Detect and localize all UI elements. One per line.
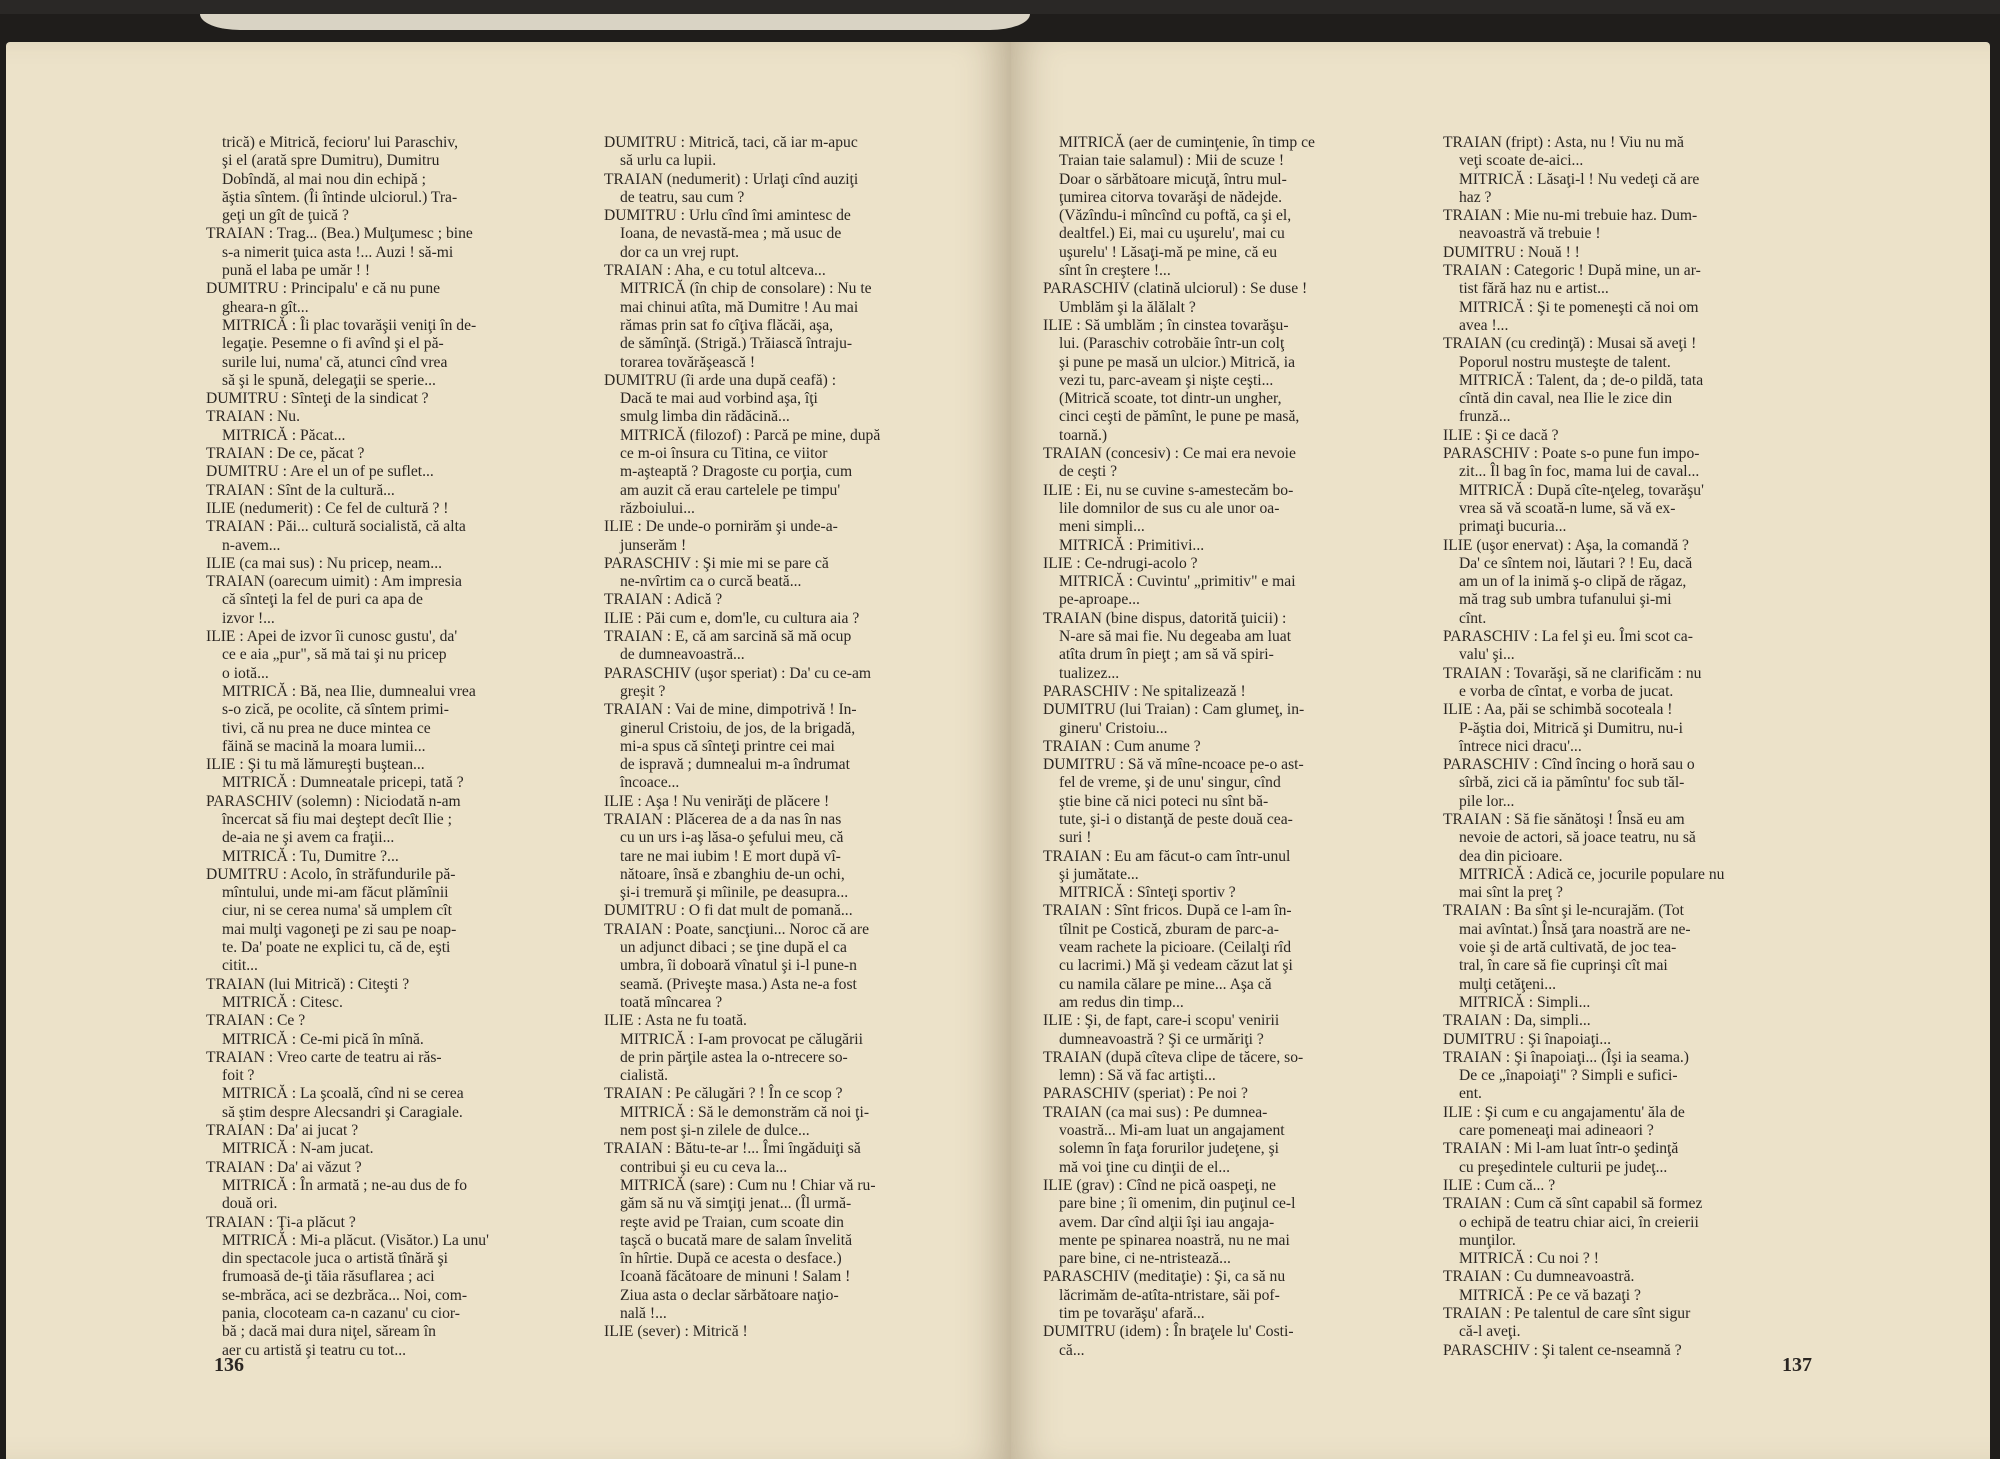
text-line: TRAIAN (cu credinţă) : Musai să aveţi ! xyxy=(1443,335,1697,353)
text-line: ILIE (grav) : Cînd ne pică oaspeţi, ne xyxy=(1043,1176,1276,1194)
text-line: MITRICĂ : Păcat... xyxy=(222,426,346,444)
text-line: mă trag sub umbra tufanului şi-mi xyxy=(1459,591,1672,609)
text-line: TRAIAN (nedumerit) : Urlaţi cînd auziţi xyxy=(604,170,859,188)
text-line: DUMITRU : Nouă ! ! xyxy=(1443,243,1580,261)
right-page xyxy=(1011,42,1990,1459)
text-line: PARASCHIV : Poate s-o pune fun impo- xyxy=(1443,445,1700,463)
text-line: (Mitrică scoate, tot dintr-un ungher, xyxy=(1059,390,1282,408)
text-line: TRAIAN (fript) : Asta, nu ! Viu nu mă xyxy=(1443,134,1684,151)
text-line: că sînteţi la fel de puri ca apa de xyxy=(222,591,423,609)
text-line: şi el (arată spre Dumitru), Dumitru xyxy=(222,152,440,170)
text-line: solemn în faţa forurilor judeţene, şi xyxy=(1059,1140,1279,1158)
left-page-column-1 xyxy=(206,134,578,1360)
text-line: încoace... xyxy=(620,774,680,792)
text-line: ILIE : Şi ce dacă ? xyxy=(1443,426,1559,444)
text-line: torarea tovărăşească ! xyxy=(620,353,756,371)
text-line: DUMITRU : Şi înapoiaţi... xyxy=(1443,1030,1612,1048)
text-line: războiului... xyxy=(620,499,695,517)
text-line: de prin părţile astea la o-ntrecere so- xyxy=(620,1048,848,1066)
text-line: umbra, îi doboară vînatul şi i-l pune-n xyxy=(620,957,857,975)
text-line: s-a nimerit ţuica asta !... Auzi ! să-mi xyxy=(222,243,454,261)
text-line: mai mulţi vagoneţi pe zi sau pe noap- xyxy=(222,920,457,938)
text-line: TRAIAN : Da, simpli... xyxy=(1443,1012,1591,1030)
text-line: care pomeneaţi mai adineaori ? xyxy=(1459,1122,1654,1140)
text-line: şi pune pe masă un ulcior.) Mitrică, ia xyxy=(1059,353,1296,371)
text-line: PARASCHIV : Cînd încing o horă sau o xyxy=(1443,756,1695,774)
text-line: pare bine ; îi omenim, din puţinul ce-l xyxy=(1059,1195,1296,1213)
text-line: un adjunct dibaci ; se ţine după el ca xyxy=(620,939,847,957)
text-line: mai chinui atîta, mă Dumitre ! Au mai xyxy=(620,298,859,316)
text-line: geţi un gît de ţuică ? xyxy=(222,207,349,225)
text-line: ILIE (uşor enervat) : Aşa, la comandă ? xyxy=(1443,536,1689,554)
text-line: Ziua asta o declar sărbătoare naţio- xyxy=(620,1286,839,1304)
text-line: ciur, ni se cerea numa' să umplem cît xyxy=(222,902,452,920)
text-line: tist fără haz nu e artist... xyxy=(1459,280,1609,298)
text-line: pare bine, ci ne-ntristează... xyxy=(1059,1250,1231,1268)
text-line: să şi le spună, delegaţii se sperie... xyxy=(222,371,436,389)
text-line: ILIE : Cum că... ? xyxy=(1443,1176,1556,1194)
text-line: mai avîntat.) Însă ţara noastră are ne- xyxy=(1459,920,1691,938)
text-line: suri ! xyxy=(1059,829,1092,847)
text-line: TRAIAN : Categoric ! După mine, un ar- xyxy=(1443,262,1701,280)
text-line: MITRICĂ : Bă, nea Ilie, dumnealui vrea xyxy=(222,682,476,700)
text-line: aer cu artistă şi teatru cu tot... xyxy=(222,1341,407,1359)
text-line: MITRICĂ (sare) : Cum nu ! Chiar vă ru- xyxy=(620,1176,876,1194)
text-line: TRAIAN (oarecum uimit) : Am impresia xyxy=(206,573,462,591)
text-line: ILIE : Şi tu mă lămureşti buştean... xyxy=(206,756,425,774)
text-line: în hîrtie. După ce acesta o desface.) xyxy=(620,1250,842,1268)
text-line: ILIE : Aşa ! Nu venirăţi de plăcere ! xyxy=(604,792,830,810)
text-line: PARASCHIV : Ne spitalizează ! xyxy=(1043,682,1246,700)
text-line: cînt. xyxy=(1459,609,1487,627)
text-line: de ispravă ; dumnealui m-a îndrumat xyxy=(620,756,850,774)
text-line: TRAIAN (concesiv) : Ce mai era nevoie xyxy=(1043,445,1296,463)
text-line: mulţi cetăţeni... xyxy=(1459,975,1556,993)
text-line: lui. (Paraschiv cotrobăie într-un colţ xyxy=(1059,335,1285,353)
text-line: găm să nu vă simţiţi jenat... (Îl urmă- xyxy=(620,1195,852,1213)
text-line: TRAIAN : Adică ? xyxy=(604,591,723,609)
text-line: ent. xyxy=(1459,1085,1482,1103)
text-line: MITRICĂ : La şcoală, cînd ni se cerea xyxy=(222,1085,464,1103)
text-line: tare ne mai iubim ! E mort după vî- xyxy=(620,847,841,865)
text-line: MITRICĂ : Îi plac tovarăşii veniţi în de- xyxy=(222,316,477,334)
text-line: mi-a spus că sînteţi printre cei mai xyxy=(620,737,835,755)
text-line: TRAIAN (lui Mitrică) : Citeşti ? xyxy=(206,975,410,993)
text-line: PARASCHIV : Şi talent ce-nseamnă ? xyxy=(1443,1341,1682,1359)
text-line: PARASCHIV : La fel şi eu. Îmi scot ca- xyxy=(1443,628,1693,646)
text-line: zit... Îl bag în foc, mama lui de caval... xyxy=(1459,463,1700,481)
text-line: ILIE : Asta ne fu toată. xyxy=(604,1012,747,1030)
text-line: PARASCHIV (clatină ulciorul) : Se duse ! xyxy=(1043,280,1308,298)
text-line: lăcrimăm de-atîta-ntristare, săi pof- xyxy=(1059,1286,1280,1304)
text-line: fel de vreme, şi de unu' singur, cînd xyxy=(1059,774,1281,792)
text-line: DUMITRU : Acolo, în străfundurile pă- xyxy=(206,865,456,883)
text-line: veam rachete la picioare. (Ceilalţi rîd xyxy=(1059,939,1292,957)
text-line: cîntă din caval, nea Ilie le zice din xyxy=(1459,390,1673,408)
text-line: TRAIAN (bine dispus, datorită ţuicii) : xyxy=(1043,609,1287,627)
text-line: citit... xyxy=(222,957,258,975)
text-line: smulg limba din rădăcină... xyxy=(620,408,790,426)
text-line: DUMITRU (lui Traian) : Cam glumeţ, in- xyxy=(1043,701,1305,719)
text-line: MITRICĂ : Talent, da ; de-o pildă, tata xyxy=(1459,371,1704,389)
text-line: două ori. xyxy=(222,1195,278,1213)
text-line: de-aia ne şi avem ca fraţii... xyxy=(222,829,395,847)
text-line: TRAIAN : Păi... cultură socialistă, că alta xyxy=(206,518,466,536)
text-line: MITRICĂ : Sînteţi sportiv ? xyxy=(1059,884,1236,902)
text-line: N-are să mai fie. Nu degeaba am luat xyxy=(1059,628,1292,646)
text-line: DUMITRU : Să vă mîne-ncoace pe-o ast- xyxy=(1043,756,1304,774)
text-line: MITRICĂ : Dumneatale pricepi, tată ? xyxy=(222,774,464,792)
text-line: taşcă o bucată mare de salam învelită xyxy=(620,1231,853,1249)
text-line: trică) e Mitrică, fecioru' lui Paraschiv, xyxy=(222,134,459,151)
text-line: Umblăm şi la ălălalt ? xyxy=(1059,298,1196,316)
text-line: TRAIAN : Să fie sănătoşi ! Însă eu am xyxy=(1443,810,1685,828)
text-line: meni simpli... xyxy=(1059,518,1145,536)
text-line: DUMITRU : Principalu' e că nu pune xyxy=(206,280,441,298)
text-line: să urlu ca lupii. xyxy=(620,152,717,170)
text-line: voastră... Mi-am luat un angajament xyxy=(1059,1122,1285,1140)
text-line: primaţi bucuria... xyxy=(1459,518,1567,536)
text-line: mai sînt la preţ ? xyxy=(1459,884,1563,902)
text-line: am auzit că erau cartelele pe timpu' xyxy=(620,481,841,499)
text-line: lemn) : Să vă fac artişti... xyxy=(1059,1067,1216,1085)
text-line: MITRICĂ : Să le demonstrăm că noi ţi- xyxy=(620,1103,870,1121)
text-line: TRAIAN : Da' ai văzut ? xyxy=(206,1158,362,1176)
text-line: TRAIAN : Poate, sancţiuni... Noroc că are xyxy=(604,920,870,938)
text-line: DUMITRU (idem) : În braţele lu' Costi- xyxy=(1043,1323,1294,1341)
text-line: MITRICĂ : Simpli... xyxy=(1459,993,1591,1011)
text-line: P-ăştia doi, Mitrică şi Dumitru, nu-i xyxy=(1459,719,1683,737)
text-line: MITRICĂ : Şi te pomeneşti că noi om xyxy=(1459,298,1699,316)
text-line: tral, în care să fie cuprinşi cît mai xyxy=(1459,957,1668,975)
text-line: ştie bine că nici poteci nu sînt bă- xyxy=(1059,792,1269,810)
text-line: TRAIAN : Cu dumneavoastră. xyxy=(1443,1268,1635,1286)
page-number: 137 xyxy=(1782,1354,1812,1376)
text-line: cu namila călare pe mine... Aşa că xyxy=(1059,975,1272,993)
text-line: tualizez... xyxy=(1059,664,1120,682)
text-line: am un of la inimă ş-o clipă de răgaz, xyxy=(1459,573,1687,591)
text-line: TRAIAN : Plăcerea de a da nas în nas xyxy=(604,810,842,828)
text-line: vrea să vă scoată-n lume, să vă ex- xyxy=(1459,499,1676,517)
text-line: ILIE : Şi, de fapt, care-i scopu' venirii xyxy=(1043,1012,1280,1030)
text-line: neavoastră vă trebuie ! xyxy=(1459,225,1601,243)
text-line: Icoană făcătoare de minuni ! Salam ! xyxy=(620,1268,851,1286)
text-line: ILIE : Păi cum e, dom'le, cu cultura aia ? xyxy=(604,609,860,627)
text-line: MITRICĂ : Pe ce vă bazaţi ? xyxy=(1459,1286,1641,1304)
text-line: izvor !... xyxy=(222,609,275,627)
text-line: DUMITRU (îi arde una după ceafă) : xyxy=(604,371,837,389)
text-line: e vorba de cîntat, e vorba de jucat. xyxy=(1459,682,1674,700)
text-line: am redus din timp... xyxy=(1059,993,1184,1011)
text-line: Doar o sărbătoare micuţă, întru mul- xyxy=(1059,170,1287,188)
text-line: să ştim despre Alecsandri şi Caragiale. xyxy=(222,1103,463,1121)
text-line: făină se macină la moara lumii... xyxy=(222,737,426,755)
text-line: ILIE : Apei de izvor îi cunosc gustu', da' xyxy=(206,628,458,646)
text-line: ce e aia „pur", să mă tai şi nu pricep xyxy=(222,646,447,664)
text-line: TRAIAN : Şi înapoiaţi... (Îşi ia seama.) xyxy=(1443,1048,1689,1066)
text-line: TRAIAN : Vai de mine, dimpotrivă ! In- xyxy=(604,701,857,719)
text-line: cinci ceşti de pămînt, le pune pe masă, xyxy=(1059,408,1300,426)
text-line: foit ? xyxy=(222,1067,255,1085)
text-line: ţumirea citorva tovarăşi de nădejde. xyxy=(1059,188,1282,206)
text-line: MITRICĂ : Primitivi... xyxy=(1059,536,1205,554)
text-line: gheara-n gît... xyxy=(222,298,309,316)
text-line: n-avem... xyxy=(222,536,281,554)
text-line: TRAIAN : E, că am sarcină să mă ocup xyxy=(604,628,852,646)
text-line: TRAIAN : Tovarăşi, să ne clarificăm : nu xyxy=(1443,664,1702,682)
text-line: MITRICĂ : Ce-mi pică în mînă. xyxy=(222,1030,424,1048)
text-line: TRAIAN : Bătu-te-ar !... Îmi îngăduiţi să xyxy=(604,1140,861,1158)
text-line: TRAIAN (ca mai sus) : Pe dumnea- xyxy=(1043,1103,1268,1121)
text-line: frumoasă de-ţi tăia răsuflarea ; aci xyxy=(222,1268,435,1286)
text-line: PARASCHIV (uşor speriat) : Da' cu ce-am xyxy=(604,664,871,682)
text-line: TRAIAN : Sînt de la cultură... xyxy=(206,481,395,499)
text-line: ăştia sîntem. (Îi întinde ulciorul.) Tra- xyxy=(222,188,458,206)
text-line: TRAIAN : Pe călugări ? ! În ce scop ? xyxy=(604,1085,843,1103)
text-line: din spectacole juca o artistă tînără şi xyxy=(222,1250,449,1268)
text-line: toată mîncarea ? xyxy=(620,993,723,1011)
text-line: o echipă de teatru chiar aici, în creierii xyxy=(1459,1213,1699,1231)
text-line: ILIE (nedumerit) : Ce fel de cultură ? ! xyxy=(206,499,449,517)
text-line: TRAIAN : Mi l-am luat într-o şedinţă xyxy=(1443,1140,1679,1158)
text-line: DUMITRU : Are el un of pe suflet... xyxy=(206,463,434,481)
text-line: frunză... xyxy=(1459,408,1511,426)
text-line: nală !... xyxy=(620,1305,667,1322)
text-line: TRAIAN : Trag... (Bea.) Mulţumesc ; bine xyxy=(206,225,473,243)
text-line: dealtfel.) Ei, mai cu uşurelu', mai cu xyxy=(1059,225,1285,243)
text-line: cu preşedintele culturii pe judeţ... xyxy=(1459,1158,1668,1176)
text-line: o iotă... xyxy=(222,664,269,682)
text-line: TRAIAN : Ce ? xyxy=(206,1012,306,1030)
text-line: PARASCHIV (speriat) : Pe noi ? xyxy=(1043,1085,1248,1103)
text-line: gineru' Cristoiu... xyxy=(1059,719,1168,737)
text-line: uşurelu' ! Lăsaţi-mă pe mine, că eu xyxy=(1059,243,1278,261)
text-line: seamă. (Priveşte masa.) Asta ne-a fost xyxy=(620,975,857,993)
text-line: MITRICĂ : Mi-a plăcut. (Visător.) La unu' xyxy=(222,1231,489,1249)
text-line: MITRICĂ : După cîte-nţeleg, tovarăşu' xyxy=(1459,481,1704,499)
text-line: Poporul nostru musteşte de talent. xyxy=(1459,353,1671,371)
text-line: tim pe tovarăşu' afară... xyxy=(1059,1305,1205,1322)
text-line: DUMITRU : Sînteţi de la sindicat ? xyxy=(206,390,429,408)
text-line: avem. Dar cînd alţii îşi iau angaja- xyxy=(1059,1213,1275,1231)
text-line: pile lor... xyxy=(1459,792,1515,810)
text-line: sîrbă, zici că ia pămîntu' foc sub tăl- xyxy=(1459,774,1685,792)
text-line: ILIE : Ce-ndrugi-acolo ? xyxy=(1043,554,1198,572)
text-line: pe-aproape... xyxy=(1059,591,1140,609)
text-line: Dacă te mai aud vorbind aşa, îţi xyxy=(620,390,818,408)
text-line: de ceşti ? xyxy=(1059,463,1118,481)
text-line: MITRICĂ : Citesc. xyxy=(222,993,343,1011)
text-line: nem post şi-n zilele de dulce... xyxy=(620,1122,810,1140)
text-line: ILIE : Să umblăm ; în cinstea tovarăşu- xyxy=(1043,316,1289,334)
text-line: MITRICĂ : Tu, Dumitre ?... xyxy=(222,847,399,865)
text-line: lile domnilor de sus cu ale unor oa- xyxy=(1059,499,1280,517)
text-line: rămas prin sat fo cîţiva flăcăi, aşa, xyxy=(620,316,834,334)
text-line: MITRICĂ (aer de cuminţenie, în timp ce xyxy=(1059,134,1315,151)
text-line: de dumneavoastră... xyxy=(620,646,745,664)
text-line: cu lacrimi.) Mă şi vedeam căzut lat şi xyxy=(1059,957,1293,975)
left-page-column-2 xyxy=(604,134,984,1342)
text-line: valu' şi... xyxy=(1459,646,1515,664)
text-line: TRAIAN : Mie nu-mi trebuie haz. Dum- xyxy=(1443,207,1698,225)
text-line: pania, clocoteam ca-n cazanu' cu cior- xyxy=(222,1305,460,1322)
text-line: haz ? xyxy=(1459,188,1492,206)
text-line: ILIE : Aa, păi se schimbă socoteala ! xyxy=(1443,701,1673,719)
text-line: legaţie. Pesemne o fi avînd şi el pă- xyxy=(222,335,444,353)
text-line: toarnă.) xyxy=(1059,426,1108,444)
text-line: greşit ? xyxy=(620,682,666,700)
text-line: TRAIAN : Vreo carte de teatru ai răs- xyxy=(206,1048,442,1066)
text-line: TRAIAN (după cîteva clipe de tăcere, so- xyxy=(1043,1048,1304,1066)
text-line: MITRICĂ : Cuvintu' „primitiv" e mai xyxy=(1059,573,1296,591)
text-line: de sămînţă. (Strigă.) Trăiască întraju- xyxy=(620,335,853,353)
text-line: DUMITRU : Urlu cînd îmi amintesc de xyxy=(604,207,851,225)
text-line: te. Da' poate ne explici tu, că de, eşti xyxy=(222,939,451,957)
text-line: reşte avid pe Traian, cum scoate din xyxy=(620,1213,844,1231)
text-line: junserăm ! xyxy=(620,536,687,554)
text-line: de teatru, sau cum ? xyxy=(620,188,745,206)
page-edge xyxy=(200,14,1030,30)
text-line: întrece nici dracu'... xyxy=(1459,737,1582,755)
text-line: ILIE (ca mai sus) : Nu pricep, neam... xyxy=(206,554,442,572)
text-line: MITRICĂ : Cu noi ? ! xyxy=(1459,1250,1599,1268)
text-line: atîta drum în pieţt ; am să vă spiri- xyxy=(1059,646,1274,664)
text-line: s-o zică, pe ocolite, că sîntem primi- xyxy=(222,701,449,719)
text-line: încercat să fiu mai deştept decît Ilie ; xyxy=(222,810,452,828)
left-page xyxy=(6,42,1011,1459)
text-line: MITRICĂ (în chip de consolare) : Nu te xyxy=(620,280,872,298)
text-line: şi-i tremură şi mîinile, pe deasupra... xyxy=(620,884,849,902)
right-page-column-1 xyxy=(1043,134,1419,1360)
text-line: TRAIAN : Eu am făcut-o cam într-unul xyxy=(1043,847,1291,865)
text-line: MITRICĂ : Lăsaţi-l ! Nu vedeţi că are xyxy=(1459,170,1700,188)
text-line: ne-nvîrtim ca o curcă beată... xyxy=(620,573,802,591)
text-line: MITRICĂ : În armată ; ne-au dus de fo xyxy=(222,1176,468,1194)
book-spread xyxy=(0,14,2000,1459)
text-line: se-mbrăca, aci se dezbrăca... Noi, com- xyxy=(222,1286,468,1304)
text-line: veţi scoate de-aici... xyxy=(1459,152,1584,170)
text-line: mente pe spinarea noastră, nu ne mai xyxy=(1059,1231,1290,1249)
text-line: ILIE : Şi cum e cu angajamentu' ăla de xyxy=(1443,1103,1685,1121)
text-line: vezi tu, parc-aveam şi nişte ceşti... xyxy=(1059,371,1274,389)
text-line: nătoare, însă e zbanghiu de-un ochi, xyxy=(620,865,845,883)
text-line: De ce „înapoiaţi" ? Simpli e sufici- xyxy=(1459,1067,1678,1085)
text-line: TRAIAN : Sînt fricos. După ce l-am în- xyxy=(1043,902,1292,920)
text-line: sînt în creştere !... xyxy=(1059,262,1171,280)
text-line: MITRICĂ : Adică ce, jocurile populare nu xyxy=(1459,865,1725,883)
text-line: MITRICĂ : I-am provocat pe călugării xyxy=(620,1030,863,1048)
text-line: ILIE (sever) : Mitrică ! xyxy=(604,1323,748,1341)
text-line: şi jumătate... xyxy=(1059,865,1139,883)
text-line: ILIE : De unde-o pornirăm şi unde-a- xyxy=(604,518,838,536)
text-line: munţilor. xyxy=(1459,1231,1516,1249)
text-line: MITRICĂ : N-am jucat. xyxy=(222,1140,374,1158)
text-line: PARASCHIV : Şi mie mi se pare că xyxy=(604,554,829,572)
text-line: tivi, că nu prea ne duce mintea ce xyxy=(222,719,431,737)
text-line: tute, şi-i o distanţă de peste două cea- xyxy=(1059,810,1293,828)
text-line: dor ca un vrej rupt. xyxy=(620,243,740,261)
right-page-column-2 xyxy=(1443,134,1818,1360)
text-line: voie şi de artă cultivată, de joc tea- xyxy=(1459,939,1677,957)
text-line: că-l aveţi. xyxy=(1459,1323,1521,1341)
page-number: 136 xyxy=(214,1354,244,1376)
text-line: dea din picioare. xyxy=(1459,847,1563,865)
text-line: mîntului, unde mi-am făcut plămînii xyxy=(222,884,449,902)
text-line: TRAIAN : Da' ai jucat ? xyxy=(206,1122,359,1140)
text-line: MITRICĂ (filozof) : Parcă pe mine, după xyxy=(620,426,881,444)
text-line: ginerul Cristoiu, de jos, de la brigadă, xyxy=(620,719,856,737)
text-line: contribui şi eu cu ceva la... xyxy=(620,1158,788,1176)
text-line: TRAIAN : Ba sînt şi le-ncurajăm. (Tot xyxy=(1443,902,1684,920)
text-line: cu un urs i-aş lăsa-o şefului meu, că xyxy=(620,829,844,847)
text-line: nevoie de actori, să joace teatru, nu să xyxy=(1459,829,1696,847)
text-line: TRAIAN : Pe talentul de care sînt sigur xyxy=(1443,1305,1691,1322)
text-line: ce m-oi însura cu Titina, ce viitor xyxy=(620,445,828,463)
text-line: (Văzîndu-i mîncînd cu poftă, ca şi el, xyxy=(1059,207,1292,225)
text-line: avea !... xyxy=(1459,316,1509,334)
text-line: dumneavoastră ? Şi ce urmăriţi ? xyxy=(1059,1030,1264,1048)
text-line: TRAIAN : Cum anume ? xyxy=(1043,737,1201,755)
text-line: TRAIAN : Aha, e cu totul altceva... xyxy=(604,262,826,280)
text-line: pună el laba pe umăr ! ! xyxy=(222,262,371,280)
text-line: TRAIAN : Nu. xyxy=(206,408,300,426)
text-line: Traian taie salamul) : Mii de scuze ! xyxy=(1059,152,1285,170)
text-line: mă voi ţine cu dinţii de el... xyxy=(1059,1158,1231,1176)
text-line: Da' ce sîntem noi, lăutari ? ! Eu, dacă xyxy=(1459,554,1693,572)
text-line: că... xyxy=(1059,1341,1085,1359)
text-line: TRAIAN : Ţi-a plăcut ? xyxy=(206,1213,356,1231)
text-line: DUMITRU : O fi dat mult de pomană... xyxy=(604,902,853,920)
text-line: cialistă. xyxy=(620,1067,669,1085)
text-line: Dobîndă, al mai nou din echipă ; xyxy=(222,170,426,188)
text-line: m-aşteaptă ? Dragoste cu porţia, cum xyxy=(620,463,853,481)
text-line: ILIE : Ei, nu se cuvine s-amestecăm bo- xyxy=(1043,481,1294,499)
text-line: tîlnit pe Costică, zburam de parc-a- xyxy=(1059,920,1279,938)
text-line: Ioana, de nevastă-mea ; mă usuc de xyxy=(620,225,842,243)
text-line: surile lui, numa' că, atunci cînd vrea xyxy=(222,353,448,371)
text-line: TRAIAN : De ce, păcat ? xyxy=(206,445,365,463)
text-line: TRAIAN : Cum că sînt capabil să formez xyxy=(1443,1195,1703,1213)
text-line: PARASCHIV (solemn) : Niciodată n-am xyxy=(206,792,461,810)
text-line: bă ; dacă mai dura niţel, săream în xyxy=(222,1323,436,1341)
text-line: PARASCHIV (meditaţie) : Şi, ca să nu xyxy=(1043,1268,1286,1286)
text-line: DUMITRU : Mitrică, taci, că iar m-apuc xyxy=(604,134,858,151)
